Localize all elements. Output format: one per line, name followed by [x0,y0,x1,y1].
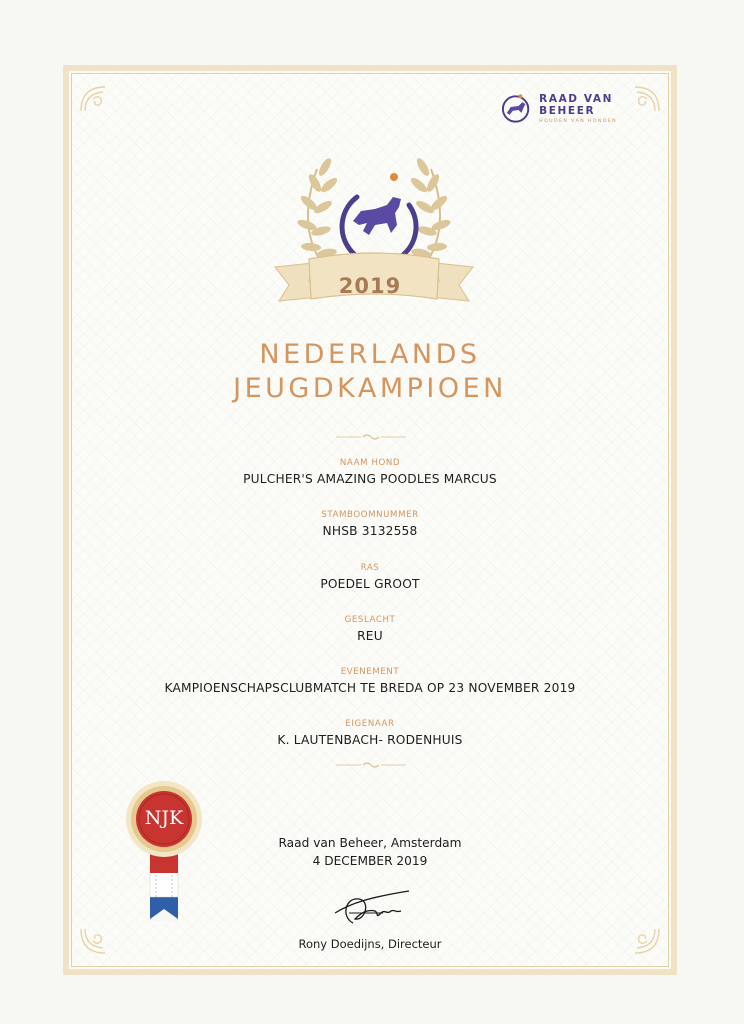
dog-emblem-icon [342,173,416,264]
signatory-name: Rony Doedijns, Directeur [298,937,442,951]
divider-flourish-icon [336,761,406,769]
certificate-sheet [63,65,677,975]
logo-tagline: HOUDEN VAN HONDEN [539,118,618,124]
event-value: KAMPIOENSCHAPSCLUBMATCH TE BREDA OP 23 NOVEMBER 2019 [164,681,576,695]
issuer-place: Raad van Beheer, Amsterdam [278,836,462,850]
breed-label: RAS [360,563,380,573]
title-line-2: JEUGDKAMPIOEN [233,373,507,404]
signature-image [331,883,415,929]
sex-label: GESLACHT [344,615,396,625]
pedigree-number-label: STAMBOOMNUMMER [321,510,419,520]
divider-flourish-icon [336,433,406,441]
breed-value: POEDEL GROOT [320,577,420,591]
dog-name-label: NAAM HOND [339,458,401,468]
sex-value: REU [357,629,383,643]
raad-van-beheer-logo [499,91,671,125]
issue-date: 4 DECEMBER 2019 [312,854,428,868]
dog-name-value: PULCHER'S AMAZING POODLES MARCUS [243,472,497,486]
owner-value: K. LAUTENBACH- RODENHUIS [277,733,463,747]
njk-badge-text: NJK [144,807,184,829]
logo-name: RAAD VAN BEHEER [539,92,614,117]
pedigree-number-value: NHSB 3132558 [322,524,418,538]
owner-label: EIGENAAR [345,719,395,729]
certificate-year: 2019 [338,274,402,298]
event-label: EVENEMENT [340,667,400,677]
title-line-1: NEDERLANDS [259,339,481,370]
corner-ornament-icon [79,83,109,113]
dog-logo-icon [499,91,532,125]
